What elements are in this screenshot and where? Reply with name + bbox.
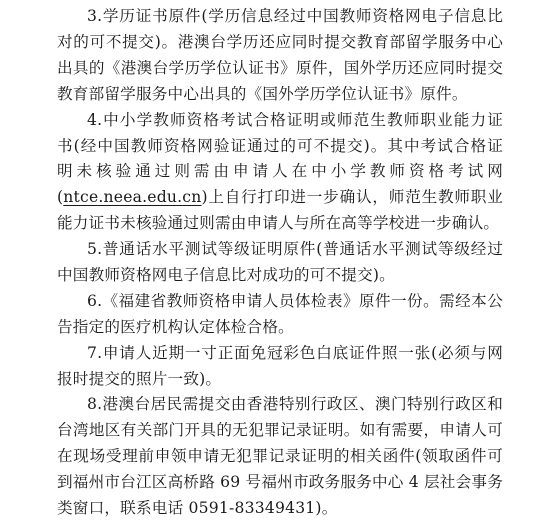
item-3-line-1: 3.学历证书原件(学历信息经过中国教师资格网电子信息比 (87, 7, 503, 25)
item-4-line-2: 书(经中国教师资格网验证通过的可不提交)。其中考试合格证 (57, 136, 503, 155)
item-5-line-1: 5.普通话水平测试等级证明原件(普通话水平测试等级经过 (87, 240, 503, 259)
item-3-line-4: 教育部留学服务中心出具的《国外学历学位认证书》原件。 (57, 84, 468, 103)
item-4-line-4-rest: )上自行打印进一步确认，师范生教师职业 (201, 188, 503, 207)
item-4-line-5: 能力证书未核验通过则需由申请人与所在高等学校进一步确认。 (57, 214, 500, 233)
item-6-line-1: 6.《福建省教师资格申请人员体检表》原件一份。需经本公 (87, 291, 503, 310)
item-4-line-3: 明未核验通过则需由申请人在中小学教师资格考试网 (57, 162, 503, 181)
item-8-line-5: 类窗口，联系电话 0591-83349431)。 (57, 499, 338, 517)
item-8-line-3: 在现场受理前申领申请无犯罪记录证明的相关函件(领取函件可 (57, 447, 503, 466)
item-8-line-4: 到福州市台江区高桥路 69 号福州市政务服务中心 4 层社会事务 (57, 473, 503, 492)
item-7-line-2: 报时提交的照片一致)。 (57, 369, 222, 388)
item-3-line-3: 出具的《港澳台学历学位认证书》原件，国外学历还应同时提交 (57, 58, 503, 77)
url-paren-open: ( (57, 188, 64, 207)
item-3-line-2: 对的可不提交)。港澳台学历还应同时提交教育部留学服务中心 (57, 32, 503, 51)
item-4-line-1: 4.中小学教师资格考试合格证明或师范生教师职业能力证 (87, 110, 503, 129)
item-8-line-2: 台湾地区有关部门开具的无犯罪记录证明。如有需要，申请人可 (57, 421, 503, 440)
item-8-line-1: 8.港澳台居民需提交由香港特别行政区、澳门特别行政区和 (87, 395, 503, 414)
ntce-url-link[interactable]: ntce.neea.edu.cn (63, 188, 202, 207)
item-4-line-4 (57, 185, 503, 209)
item-5-line-2: 中国教师资格网电子信息比对成功的可不提交)。 (57, 265, 395, 284)
item-6-line-2: 告指定的医疗机构认定体检合格。 (57, 317, 294, 336)
item-7-line-1: 7.申请人近期一寸正面免冠彩色白底证件照一张(必须与网 (87, 343, 503, 362)
